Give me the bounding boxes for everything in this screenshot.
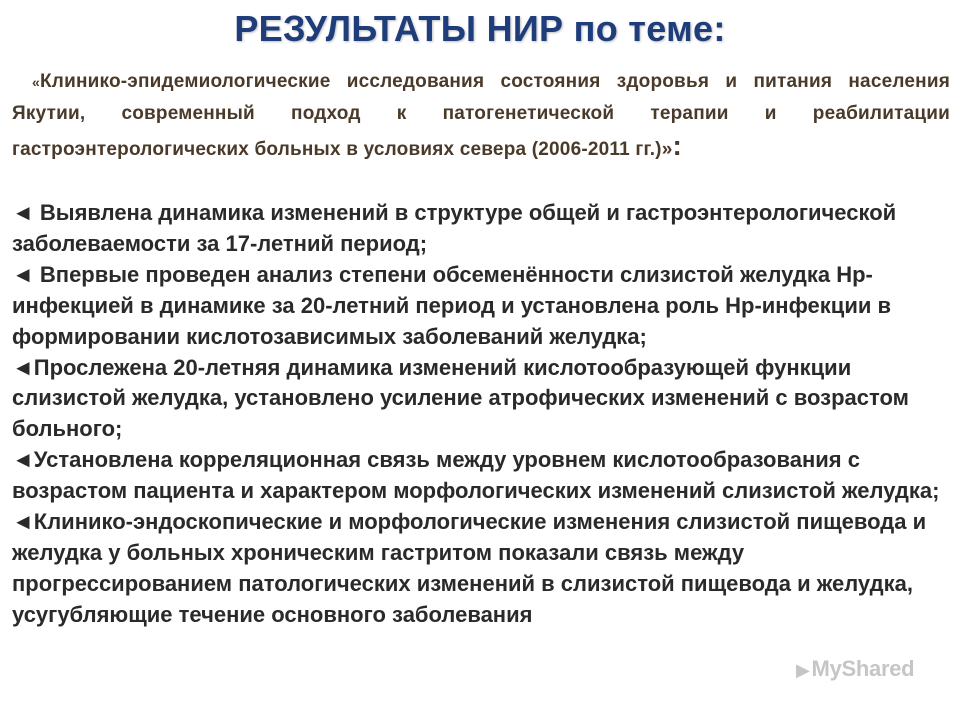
finding-text: Впервые проведен анализ степени обсеменённости слизистой желудка Нр-инфекцией в динамике за 20-летний период и установлена роль Нр-инфекции в формировании кислотозависимых заболеваний желудка; [12, 261, 892, 349]
research-topic [12, 66, 950, 166]
open-quote: « [32, 74, 40, 90]
watermark-text: MyShared [811, 656, 915, 681]
finding-text: Выявлена динамика изменений в структуре общей и гастроэнтерологической заболеваемости за 17-летний период; [12, 200, 897, 256]
finding-item [12, 353, 952, 446]
finding-item [12, 507, 952, 631]
bullet-arrow-icon: ◄ [12, 447, 34, 473]
bullet-arrow-icon: ◄ [12, 354, 34, 380]
findings-list [12, 198, 952, 631]
topic-colon: : [672, 130, 682, 161]
finding-item [12, 260, 952, 353]
watermark [796, 656, 914, 682]
finding-item [12, 198, 952, 260]
bullet-arrow-icon: ◄ [12, 200, 40, 225]
finding-text: Установлена корреляционная связь между уровнем кислотообразования с возрастом пациента и характером морфологических изменений слизистой желудка; [12, 447, 940, 504]
research-topic-text: Клинико-эпидемиологические исследования состояния здоровья и питания населения Якутии, современный подход к патогенетической терапии и реабилитации гастроэнтерологических больных в условиях севера (2006-2011 гг.)» [12, 71, 950, 160]
play-icon: ▶ [796, 660, 810, 680]
bullet-arrow-icon: ◄ [12, 261, 40, 287]
finding-text: Прослежена 20-летняя динамика изменений кислотообразующей функции слизистой желудка, установлено усиление атрофических изменений с возрастом больного; [12, 354, 909, 442]
finding-item [12, 445, 952, 507]
bullet-arrow-icon: ◄ [12, 509, 34, 535]
finding-text: Клинико-эндоскопические и морфологические изменения слизистой пищевода и желудка у больных хроническим гастритом показали связь между прогрессированием патологических изменений в слизистой пищевода и желудка, усугубляющие течение основного заболевания [12, 509, 927, 627]
slide-title: РЕЗУЛЬТАТЫ НИР по теме: [234, 8, 726, 49]
